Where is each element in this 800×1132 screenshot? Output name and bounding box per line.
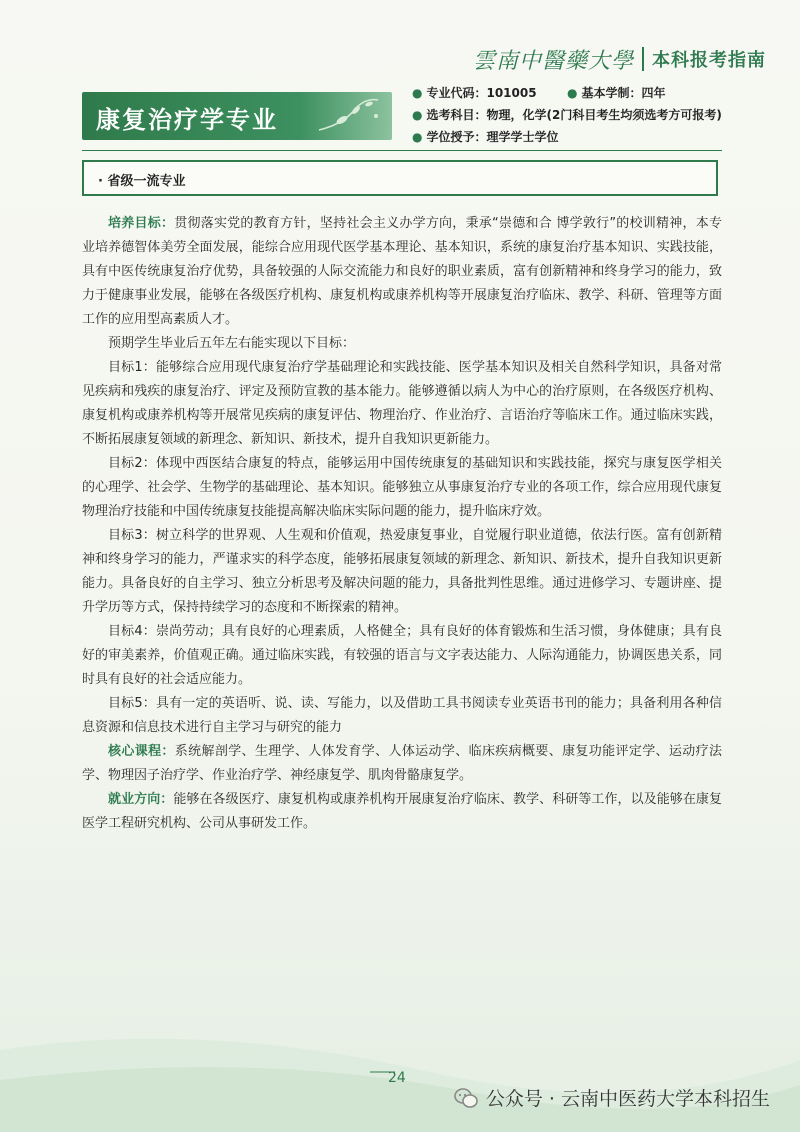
target-4: 目标4：崇尚劳动；具有良好的心理素质，人格健全；具有良好的体育锻炼和生活习惯，身体健康；具有良好的审美素养，价值观正确。通过临床实践，有较强的语言与文字表达能力、人际沟通能力，协调医患关系，同时具有良好的社会适应能力。 bbox=[82, 624, 722, 687]
major-title-banner bbox=[82, 92, 392, 140]
job-text: 能够在各级医疗、康复机构或康养机构开展康复治疗临床、教学、科研等工作，以及能够在康复医学工程研究机构、公司从事研发工作。 bbox=[82, 792, 722, 831]
major-title: 康复治疗学专业 bbox=[96, 106, 278, 134]
header-divider bbox=[82, 150, 722, 151]
bullet-icon: ● bbox=[412, 86, 423, 100]
bullet-icon: ● bbox=[412, 130, 423, 144]
major-subjects: 选考科目：物理，化学(2门科目考生均须选考方可报考) bbox=[426, 108, 722, 122]
course-text: 系统解剖学、生理学、人体发育学、人体运动学、临床疾病概要、康复功能评定学、运动疗法学、物理因子治疗学、作业治疗学、神经康复学、肌肉骨骼康复学。 bbox=[82, 744, 722, 783]
brand-separator bbox=[642, 47, 644, 71]
bullet-icon: ● bbox=[566, 86, 578, 100]
info-row-code bbox=[412, 82, 722, 104]
brand-header bbox=[473, 44, 766, 74]
wechat-watermark bbox=[454, 1084, 770, 1111]
provincial-first-class-tag: · 省级一流专业 bbox=[98, 174, 186, 189]
job-label: 就业方向： bbox=[108, 792, 174, 807]
major-info-list bbox=[412, 82, 722, 148]
info-row-degree bbox=[412, 126, 722, 148]
page-number: 24 bbox=[388, 1070, 406, 1086]
watermark-text: 公众号 · 云南中医药大学本科招生 bbox=[485, 1088, 770, 1110]
goal-text: 贯彻落实党的教育方针，坚持社会主义办学方向，秉承“崇德和合 博学敦行”的校训精神，本专业培养德智体美劳全面发展，能综合应用现代医学基本理论、基本知识，系统的康复治疗基本知识、实践技能，具有中医传统康复治疗优势，具备较强的人际交流能力和良好的职业素质，富有创新精神和终身学习的能力，致力于健康事业发展，能够在各级医疗机构、康复机构或康养机构等开展康复治疗临床、教学、科研、管理等方面工作的应用型高素质人才。 bbox=[82, 216, 722, 327]
job-paragraph bbox=[82, 788, 722, 836]
major-description bbox=[82, 212, 722, 836]
leaf-decoration-icon bbox=[314, 96, 384, 136]
wechat-icon bbox=[454, 1087, 478, 1109]
expect-paragraph: 预期学生毕业后五年左右能实现以下目标： bbox=[108, 336, 356, 351]
goal-paragraph bbox=[82, 212, 722, 332]
course-label: 核心课程： bbox=[108, 744, 175, 759]
guide-title: 本科报考指南 bbox=[652, 50, 766, 71]
info-row-subjects bbox=[412, 104, 722, 126]
major-degree: 学位授予：理学学士学位 bbox=[426, 130, 559, 144]
university-logo-text: 雲南中醫藥大學 bbox=[472, 48, 634, 74]
target-2: 目标2：体现中西医结合康复的特点，能够运用中国传统康复的基础知识和实践技能，探究与康复医学相关的心理学、社会学、生物学的基础理论、基本知识。能够独立从事康复治疗专业的各项工作，综合应用现代康复物理治疗技能和中国传统康复技能提高解决临床实际问题的能力，提升临床疗效。 bbox=[82, 456, 722, 519]
major-code: 专业代码：101005 bbox=[426, 86, 537, 100]
major-duration: 基本学制：四年 bbox=[581, 86, 666, 100]
target-1: 目标1：能够综合应用现代康复治疗学基础理论和实践技能、医学基本知识及相关自然科学知识，具备对常见疾病和残疾的康复治疗、评定及预防宣教的基本能力。能够遵循以病人为中心的治疗原则，在各级医疗机构、康复机构或康养机构等开展常见疾病的康复评估、物理治疗、作业治疗、言语治疗等临床工作。通过临床实践，不断拓展康复领域的新理念、新知识、新技术，提升自我知识更新能力。 bbox=[82, 360, 722, 447]
tag-box bbox=[82, 160, 718, 196]
goal-label: 培养目标： bbox=[108, 216, 175, 231]
target-5: 目标5：具有一定的英语听、说、读、写能力，以及借助工具书阅读专业英语书刊的能力；具备利用各种信息资源和信息技术进行自主学习与研究的能力 bbox=[82, 696, 722, 735]
bullet-icon: ● bbox=[412, 108, 423, 122]
target-3: 目标3：树立科学的世界观、人生观和价值观，热爱康复事业，自觉履行职业道德，依法行医。富有创新精神和终身学习的能力，严谨求实的科学态度，能够拓展康复领域的新理念、新知识、新技术，提升自我知识更新能力。具备良好的自主学习、独立分析思考及解决问题的能力，具备批判性思维。通过进修学习、专题讲座、提升学历等方式，保持持续学习的态度和不断探索的精神。 bbox=[82, 528, 722, 615]
course-paragraph bbox=[82, 740, 722, 788]
